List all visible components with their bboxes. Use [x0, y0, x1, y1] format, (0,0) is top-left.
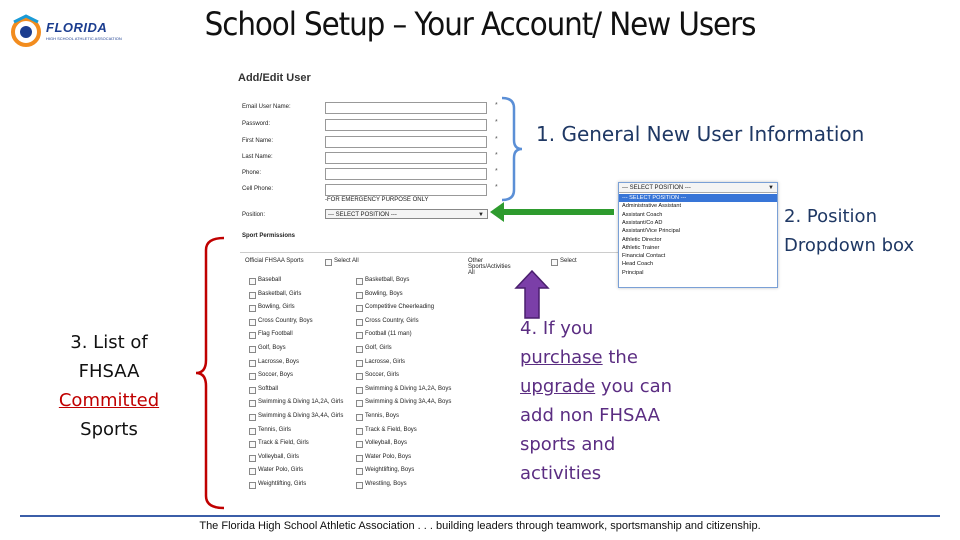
note4-line4: add non FHSAA [520, 405, 660, 426]
sport-label: Bowling, Girls [258, 304, 295, 311]
sport-checkbox[interactable] [249, 387, 256, 394]
dropdown-option[interactable]: Financial Contact [622, 253, 666, 260]
sport-checkbox[interactable] [249, 278, 256, 285]
sport-label: Track & Field, Boys [365, 426, 417, 433]
sport-checkbox[interactable] [249, 482, 256, 489]
sport-checkbox[interactable] [249, 346, 256, 353]
dropdown-header-value: --- SELECT POSITION --- [622, 185, 691, 191]
required-marker: * [495, 119, 498, 126]
sport-label: Basketball, Boys [365, 277, 410, 283]
other-select-label: Select [560, 258, 577, 264]
logo-subtext: HIGH SCHOOL ATHLETIC ASSOCIATION [46, 36, 122, 41]
position-select[interactable] [325, 209, 488, 219]
sport-label: Flag Football [258, 331, 293, 338]
dropdown-option[interactable]: Assistant/Co AD [622, 219, 663, 226]
sport-checkbox[interactable] [249, 332, 256, 339]
form-heading: Add/Edit User [238, 72, 311, 84]
sport-label: Basketball, Girls [258, 290, 302, 297]
sport-label: Lacrosse, Girls [365, 358, 406, 365]
required-marker: * [495, 168, 498, 175]
select-all-label: Select All [334, 258, 359, 264]
sport-label: Track & Field, Girls [258, 440, 309, 447]
note-committed-sports [40, 328, 178, 444]
phone-field[interactable] [325, 168, 487, 180]
sport-checkbox[interactable] [249, 455, 256, 462]
purchase-text: purchase [520, 347, 603, 368]
chevron-down-icon: ▼ [768, 185, 774, 191]
note4-line3-rest: you can [595, 376, 673, 397]
dropdown-option[interactable]: Principal [622, 269, 644, 276]
sport-checkbox[interactable] [356, 278, 363, 285]
sport-label: Swimming & Diving 3A,4A, Boys [365, 399, 452, 406]
sport-checkbox[interactable] [356, 332, 363, 339]
password-field[interactable] [325, 119, 487, 131]
sport-label: Soccer, Girls [365, 372, 400, 379]
sport-permissions-heading: Sport Permissions [242, 233, 296, 239]
sport-label: Swimming & Diving 1A,2A, Boys [365, 385, 452, 392]
field-label-cell-phone: Cell Phone: [242, 186, 274, 192]
sport-checkbox[interactable] [356, 400, 363, 407]
sport-label: Baseball [258, 277, 282, 283]
required-marker: * [495, 184, 498, 191]
note-position-dropdown [784, 202, 914, 260]
sport-checkbox[interactable] [356, 414, 363, 421]
note4-line2 [520, 343, 720, 372]
sport-label: Volleyball, Girls [258, 453, 300, 460]
dropdown-option[interactable]: Athletic Trainer [622, 244, 660, 251]
sport-label: Volleyball, Boys [365, 440, 408, 447]
required-marker: * [495, 152, 498, 159]
sport-checkbox[interactable] [356, 441, 363, 448]
sport-checkbox[interactable] [249, 305, 256, 312]
sport-label: Weightlifting, Boys [365, 467, 415, 474]
sport-checkbox[interactable] [356, 428, 363, 435]
footer-divider [20, 515, 940, 517]
sport-checkbox[interactable] [249, 400, 256, 407]
sport-label: Bowling, Boys [365, 290, 403, 297]
sport-label: Lacrosse, Boys [258, 358, 300, 365]
sport-checkbox[interactable] [356, 468, 363, 475]
note4-line2-rest: the [602, 347, 638, 368]
sport-label: Golf, Boys [258, 345, 286, 351]
sport-checkbox[interactable] [356, 305, 363, 312]
sport-checkbox[interactable] [356, 346, 363, 353]
note3-line3: Committed [58, 390, 160, 411]
dropdown-header[interactable] [619, 183, 777, 193]
sport-label: Cross Country, Girls [365, 317, 419, 324]
sport-label: Softball [258, 385, 279, 392]
dropdown-option[interactable]: Athletic Director [622, 236, 662, 243]
sport-checkbox[interactable] [249, 319, 256, 326]
position-label: Position: [242, 212, 266, 218]
other-select-checkbox[interactable] [551, 259, 558, 266]
footer-text: The Florida High School Athletic Association . . . building leaders through teamwork, sportsmanship and citizenship. [199, 520, 761, 532]
required-marker: * [495, 102, 498, 109]
cell-phone-field[interactable] [325, 184, 487, 196]
sport-checkbox[interactable] [356, 455, 363, 462]
sport-label: Wrestling, Boys [365, 481, 407, 487]
note2-line1: 2. Position [784, 206, 877, 227]
sport-label: Water Polo, Boys [365, 453, 412, 460]
note2-line2: Dropdown box [784, 235, 915, 256]
sport-checkbox[interactable] [356, 482, 363, 489]
logo-text: FLORIDA [46, 20, 108, 35]
note-upgrade [520, 314, 720, 488]
sport-checkbox[interactable] [356, 292, 363, 299]
select-all-checkbox[interactable] [325, 259, 332, 266]
official-sports-column-2 [356, 278, 466, 508]
field-label-phone: Phone: [242, 170, 262, 176]
position-select-value: --- SELECT POSITION --- [328, 212, 397, 218]
sport-label: Water Polo, Girls [258, 467, 304, 474]
note4-line3 [520, 372, 720, 401]
sport-label: Swimming & Diving 3A,4A, Girls [258, 413, 344, 419]
sport-checkbox[interactable] [249, 414, 256, 421]
field-label-last-name: Last Name: [242, 154, 273, 160]
blue-bracket [500, 96, 524, 202]
sport-checkbox[interactable] [356, 319, 363, 326]
slide-title: School Setup – Your Account/ New Users [204, 5, 756, 43]
note4-line1: 4. If you [520, 318, 594, 339]
last-name-field[interactable] [325, 152, 487, 164]
first-name-field[interactable] [325, 136, 487, 148]
sport-checkbox[interactable] [356, 360, 363, 367]
sport-label: Tennis, Girls [258, 426, 292, 433]
purple-arrow-up-icon [514, 270, 550, 320]
dropdown-option[interactable]: --- SELECT POSITION --- [619, 194, 777, 202]
sport-checkbox[interactable] [356, 387, 363, 394]
sport-label: Football (11 man) [365, 331, 412, 338]
sport-label: Swimming & Diving 1A,2A, Girls [258, 399, 344, 406]
sport-label: Soccer, Boys [258, 372, 294, 379]
dropdown-option[interactable]: Assistant Coach [622, 211, 663, 218]
sport-label: Tennis, Boys [365, 413, 400, 419]
field-label-first-name: First Name: [242, 138, 274, 144]
chevron-down-icon: ▼ [478, 212, 484, 218]
sport-checkbox[interactable] [249, 468, 256, 475]
sport-label: Cross Country, Boys [258, 317, 313, 324]
official-sports-column-1 [249, 278, 354, 508]
note3-line1: 3. List of [70, 332, 148, 353]
position-dropdown-popup[interactable] [618, 182, 778, 288]
fhsaa-logo-icon [8, 12, 48, 48]
field-label-email: Email User Name: [242, 104, 291, 110]
note4-line5: sports and [520, 434, 616, 455]
emergency-note: -FOR EMERGENCY PURPOSE ONLY [325, 197, 429, 203]
official-sports-heading: Official FHSAA Sports [245, 258, 304, 264]
note-general-info: 1. General New User Information [536, 122, 865, 146]
dropdown-option[interactable]: Assistant/Vice Principal [622, 228, 681, 235]
green-arrow-left-icon [490, 200, 616, 224]
sport-checkbox[interactable] [249, 441, 256, 448]
sport-checkbox[interactable] [356, 373, 363, 380]
red-bracket [196, 236, 226, 510]
other-sports-heading: Other Sports/Activities All [468, 258, 511, 276]
sport-checkbox[interactable] [249, 360, 256, 367]
dropdown-option[interactable]: Administrative Assistant [622, 203, 682, 210]
note4-line6: activities [520, 463, 602, 484]
sport-label: Weightlifting, Girls [258, 481, 307, 487]
dropdown-option[interactable]: Head Coach [622, 261, 654, 268]
sport-label: Competitive Cheerleading [365, 304, 435, 311]
sport-label: Golf, Girls [365, 345, 392, 351]
upgrade-text: upgrade [520, 376, 596, 397]
sport-checkbox[interactable] [249, 292, 256, 299]
field-label-password: Password: [242, 121, 271, 127]
note3-line4: Sports [80, 419, 138, 440]
sport-checkbox[interactable] [249, 373, 256, 380]
note3-line2: FHSAA [78, 361, 140, 382]
required-marker: * [495, 136, 498, 143]
sport-checkbox[interactable] [249, 428, 256, 435]
email-field[interactable] [325, 102, 487, 114]
